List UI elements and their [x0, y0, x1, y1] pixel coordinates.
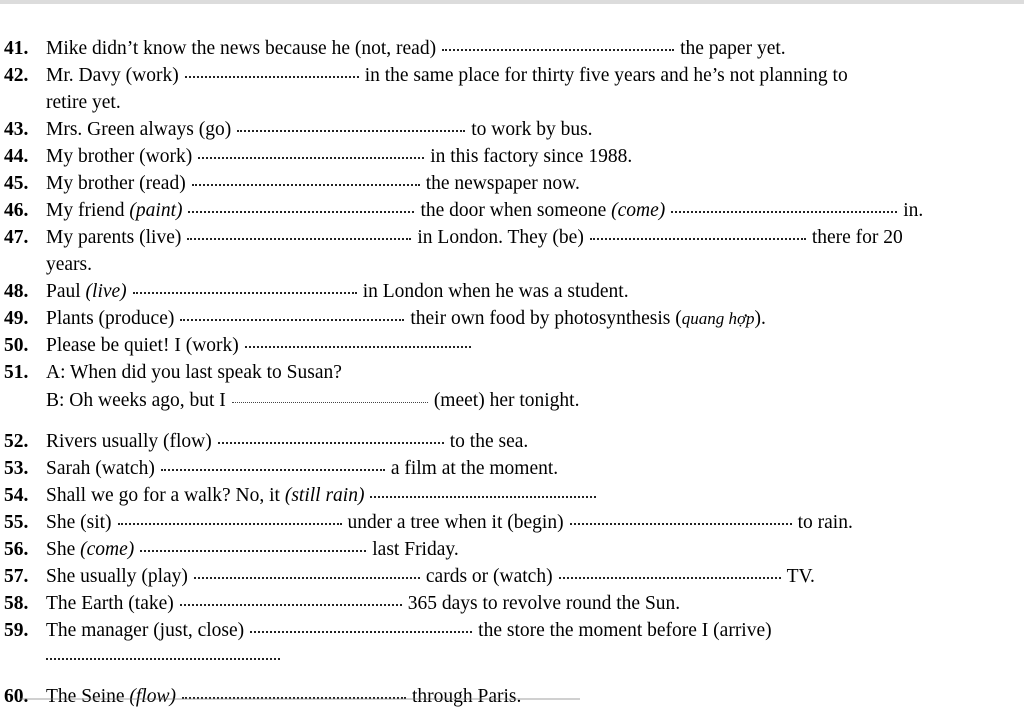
exercise-item-51: [0, 359, 1024, 386]
exercise-item-46: [0, 197, 1024, 224]
answer-blank[interactable]: [370, 496, 596, 498]
next-line-cutoff: [0, 698, 1024, 706]
item-text: the paper yet.: [680, 38, 786, 59]
item-text: to work by bus.: [471, 119, 593, 140]
top-edge-band: [0, 0, 1024, 4]
exercise-item-56: [0, 536, 1024, 563]
answer-blank[interactable]: [590, 238, 806, 240]
item-text: Paul: [46, 281, 86, 302]
item-verb-hint: (come): [80, 539, 135, 560]
item-text: My brother (work): [46, 146, 193, 167]
exercise-item-58: [0, 590, 1024, 617]
item-continuation: [0, 251, 1024, 278]
item-verb-hint: (come): [611, 200, 666, 221]
item-number: 51.: [4, 362, 29, 383]
answer-blank[interactable]: [570, 523, 792, 525]
item-text: in London. They (be): [417, 227, 584, 248]
answer-blank[interactable]: [232, 402, 428, 403]
item-number: 41.: [4, 38, 29, 59]
item-text: in the same place for thirty five years and he’s not planning to: [364, 65, 848, 86]
item-text: The manager (just, close): [46, 620, 245, 641]
item-verb-hint: (still rain): [284, 485, 365, 506]
item-text: to the sea.: [449, 431, 529, 452]
item-number: 44.: [4, 146, 29, 167]
item-number: 52.: [4, 431, 29, 452]
answer-blank[interactable]: [198, 157, 424, 159]
item-number: 53.: [4, 458, 29, 479]
item-number: 47.: [4, 227, 29, 248]
item-number: 58.: [4, 593, 29, 614]
item-text: Shall we go for a walk? No, it: [46, 485, 285, 506]
item-continuation: [0, 386, 1024, 416]
item-text: under a tree when it (begin): [347, 512, 564, 533]
item-verb-hint: (flow): [129, 686, 176, 707]
item-text: in this factory since 1988.: [430, 146, 633, 167]
item-text: Mrs. Green always (go): [46, 119, 232, 140]
item-text: She usually (play): [46, 566, 188, 587]
item-text: last Friday.: [372, 539, 459, 560]
item-number: 60.: [4, 686, 29, 707]
item-text: ).: [754, 308, 766, 329]
exercise-item-50: [0, 332, 1024, 359]
item-text: cards or (watch): [425, 566, 553, 587]
item-text: through Paris.: [411, 686, 522, 707]
item-text: The Seine: [46, 686, 130, 707]
answer-blank[interactable]: [140, 550, 366, 552]
item-text: the newspaper now.: [425, 173, 580, 194]
item-number: 45.: [4, 173, 29, 194]
answer-blank[interactable]: [194, 577, 420, 579]
item-text: The Earth (take): [46, 593, 174, 614]
answer-blank[interactable]: [237, 130, 465, 132]
item-continuation: [0, 644, 1024, 671]
exercise-item-49: [0, 305, 1024, 332]
exercise-item-42: [0, 62, 1024, 89]
item-text: B: Oh weeks ago, but I: [46, 390, 226, 411]
item-text: retire yet.: [46, 92, 121, 113]
answer-blank[interactable]: [185, 76, 359, 78]
item-text: TV.: [786, 566, 815, 587]
answer-blank[interactable]: [671, 211, 897, 213]
exercise-item-55: [0, 509, 1024, 536]
answer-blank[interactable]: [192, 184, 420, 186]
answer-blank[interactable]: [180, 604, 402, 606]
item-text: there for 20: [811, 227, 903, 248]
item-text: years.: [46, 254, 93, 275]
exercise-item-53: [0, 455, 1024, 482]
answer-blank[interactable]: [245, 346, 471, 348]
item-number: 42.: [4, 65, 29, 86]
exercise-sheet: [0, 35, 1024, 710]
exercise-item-54: [0, 482, 1024, 509]
item-text: She: [46, 539, 81, 560]
exercise-item-47: [0, 224, 1024, 251]
item-text: My parents (live): [46, 227, 182, 248]
exercise-item-41: [0, 35, 1024, 62]
item-text: the store the moment before I (arrive): [478, 620, 772, 641]
exercise-item-45: [0, 170, 1024, 197]
item-text: to rain.: [797, 512, 853, 533]
item-text: Plants (produce): [46, 308, 175, 329]
item-verb-hint: (paint): [129, 200, 183, 221]
item-number: 57.: [4, 566, 29, 587]
answer-blank[interactable]: [161, 469, 385, 471]
item-text: (meet) her tonight.: [433, 390, 580, 411]
item-text: Mike didn’t know the news because he (not, read): [46, 38, 437, 59]
item-number: 49.: [4, 308, 29, 329]
item-text: She (sit): [46, 512, 112, 533]
item-text: Please be quiet! I (work): [46, 335, 239, 356]
item-text: Rivers usually (flow): [46, 431, 212, 452]
item-text: in London when he was a student.: [362, 281, 629, 302]
item-text: A: When did you last speak to Susan?: [46, 362, 342, 383]
answer-blank[interactable]: [180, 319, 404, 321]
item-number: 43.: [4, 119, 29, 140]
exercise-item-57: [0, 563, 1024, 590]
exercise-item-44: [0, 143, 1024, 170]
item-gloss: quang hợp: [681, 309, 755, 328]
item-number: 55.: [4, 512, 29, 533]
answer-blank[interactable]: [250, 631, 472, 633]
answer-blank[interactable]: [118, 523, 342, 525]
item-continuation: [0, 89, 1024, 116]
answer-blank[interactable]: [559, 577, 781, 579]
item-text: My friend: [46, 200, 130, 221]
item-number: 59.: [4, 620, 29, 641]
item-text: Sarah (watch): [46, 458, 155, 479]
item-number: 56.: [4, 539, 29, 560]
cut-off-text-fragment: [20, 698, 580, 706]
answer-blank[interactable]: [46, 658, 280, 660]
exercise-item-52: [0, 428, 1024, 455]
answer-blank[interactable]: [187, 238, 411, 240]
exercise-item-43: [0, 116, 1024, 143]
exercise-item-48: [0, 278, 1024, 305]
item-text: My brother (read): [46, 173, 186, 194]
item-number: 50.: [4, 335, 29, 356]
exercise-item-59: [0, 617, 1024, 644]
item-text: their own food by photosynthesis (: [410, 308, 682, 329]
item-text: in.: [903, 200, 924, 221]
answer-blank[interactable]: [133, 292, 357, 294]
item-verb-hint: (live): [85, 281, 127, 302]
item-number: 54.: [4, 485, 29, 506]
answer-blank[interactable]: [218, 442, 444, 444]
item-number: 48.: [4, 281, 29, 302]
item-text: a film at the moment.: [390, 458, 559, 479]
answer-blank[interactable]: [188, 211, 414, 213]
item-text: 365 days to revolve round the Sun.: [407, 593, 681, 614]
item-text: Mr. Davy (work): [46, 65, 179, 86]
item-text: the door when someone: [420, 200, 612, 221]
answer-blank[interactable]: [442, 49, 674, 51]
item-number: 46.: [4, 200, 29, 221]
